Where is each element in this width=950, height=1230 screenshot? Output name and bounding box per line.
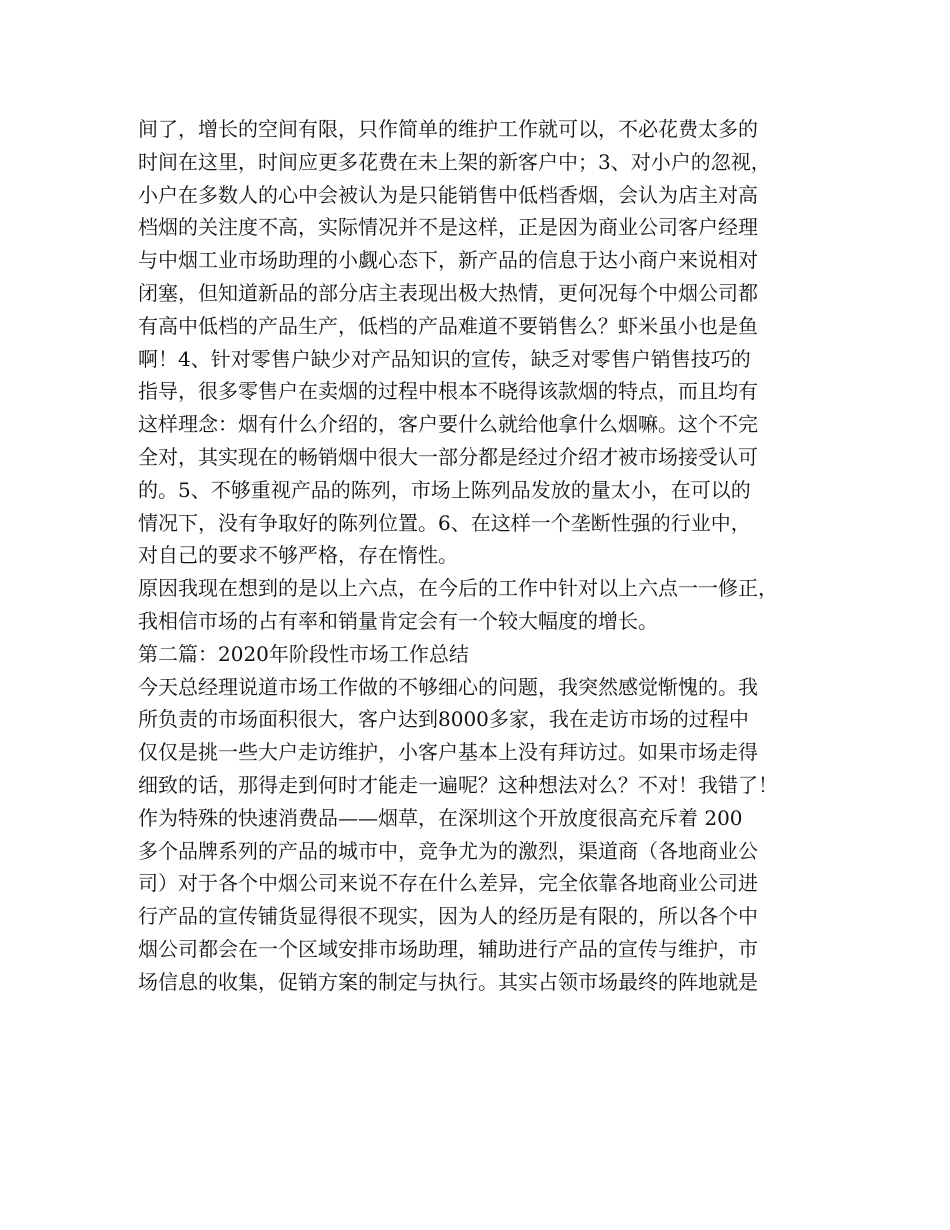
text-line: 情况下，没有争取好的陈列位置。6、在这样一个垄断性强的行业中， xyxy=(138,510,751,535)
text-line: 所负责的市场面积很大，客户达到8000多家，我在走访市场的过程中 xyxy=(138,707,749,732)
text-line: 档烟的关注度不高，实际情况并不是这样，正是因为商业公司客户经理 xyxy=(138,215,758,240)
text-line: 细致的话，那得走到何时才能走一遍呢？这种想法对么？不对！我错了！ xyxy=(138,772,778,797)
text-line: 时间在这里，时间应更多花费在未上架的新客户中；3、对小户的忽视， xyxy=(138,149,771,174)
text-line: 今天总经理说道市场工作做的不够细心的问题，我突然感觉惭愧的。我 xyxy=(138,674,758,699)
text-line: 多个品牌系列的产品的城市中，竞争尤为的激烈，渠道商（各地商业公 xyxy=(138,838,758,863)
text-line: 间了，增长的空间有限，只作简单的维护工作就可以，不必花费太多的 xyxy=(138,117,758,141)
text-line: 这样理念：烟有什么介绍的，客户要什么就给他拿什么烟嘛。这个不完 xyxy=(138,412,758,437)
text-line: 行产品的宣传铺货显得很不现实，因为人的经历是有限的，所以各个中 xyxy=(138,904,758,929)
text-line: 仅仅是挑一些大户走访维护，小客户基本上没有拜访过。如果市场走得 xyxy=(138,740,758,765)
text-line: 对自己的要求不够严格，存在惰性。 xyxy=(138,543,458,568)
document-body xyxy=(138,113,818,999)
section-heading: 第二篇：2020年阶段性市场工作总结 xyxy=(138,641,469,666)
text-line: 的。5、不够重视产品的陈列，市场上陈列品发放的量太小，在可以的 xyxy=(138,477,751,502)
paragraph-line: 原因我现在想到的是以上六点，在今后的工作中针对以上六点一一修正， xyxy=(138,576,778,601)
text-line: 与中烟工业市场助理的小觑心态下，新产品的信息于达小商户来说相对 xyxy=(138,248,758,273)
text-line: 司）对于各个中烟公司来说不存在什么差异，完全依靠各地商业公司进 xyxy=(138,871,758,896)
text-line: 有高中低档的产品生产，低档的产品难道不要销售么？虾米虽小也是鱼 xyxy=(138,313,758,338)
text-line: 全对，其实现在的畅销烟中很大一部分都是经过介绍才被市场接受认可 xyxy=(138,444,758,469)
paragraph-line: 我相信市场的占有率和销量肯定会有一个较大幅度的增长。 xyxy=(138,608,658,633)
text-line: 闭塞，但知道新品的部分店主表现出极大热情，更何况每个中烟公司都 xyxy=(138,280,758,305)
text-line: 小户在多数人的心中会被认为是只能销售中低档香烟，会认为店主对高 xyxy=(138,182,758,207)
text-line: 场信息的收集，促销方案的制定与执行。其实占领市场最终的阵地就是 xyxy=(138,969,758,994)
text-line: 啊！4、针对零售户缺少对产品知识的宣传，缺乏对零售户销售技巧的 xyxy=(138,346,751,371)
text-line: 烟公司都会在一个区域安排市场助理，辅助进行产品的宣传与维护，市 xyxy=(138,936,758,961)
text-line: 作为特殊的快速消费品——烟草，在深圳这个开放度很高充斥着 200 xyxy=(138,805,743,830)
text-line: 指导，很多零售户在卖烟的过程中根本不晓得该款烟的特点，而且均有 xyxy=(138,379,758,404)
